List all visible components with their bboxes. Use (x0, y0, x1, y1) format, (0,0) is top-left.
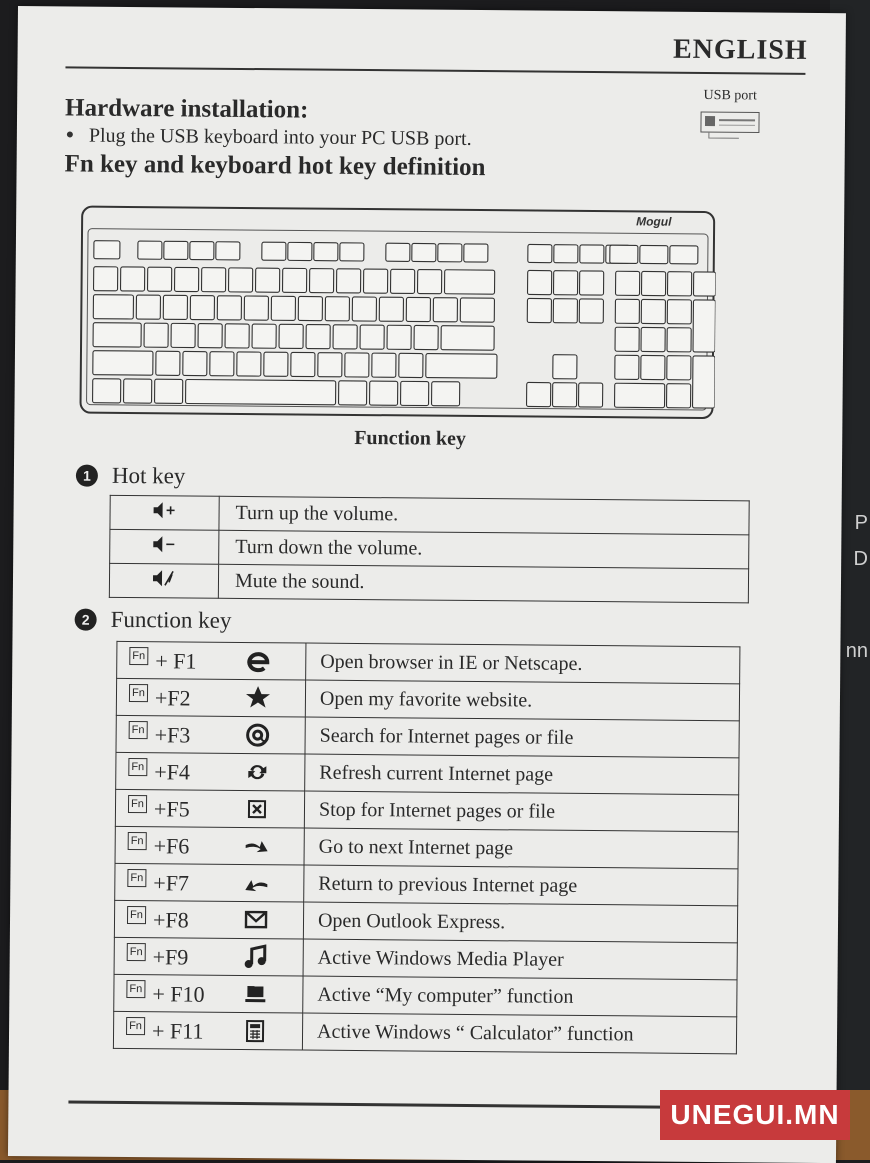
keyboard-key (94, 241, 120, 259)
function-description: Active Windows Media Player (303, 939, 737, 980)
keyboard-key (615, 383, 665, 407)
keyboard-key (229, 268, 253, 292)
keyboard-key (693, 300, 715, 352)
keyboard-key (527, 298, 551, 322)
key-combo-cell (116, 678, 305, 717)
stop-icon (244, 796, 270, 822)
function-description: Refresh current Internet page (305, 754, 739, 795)
keyboard-key (264, 352, 288, 376)
keyboard-key (252, 324, 276, 348)
keyboard-key (554, 271, 578, 295)
keyboard-key (399, 353, 423, 377)
volume-down-icon (151, 534, 177, 554)
keyboard-key (667, 272, 691, 296)
keyboard-key (579, 299, 603, 323)
keyboard-key (262, 242, 286, 260)
hardware-bullet-text: Plug the USB keyboard into your PC USB port. (89, 125, 472, 150)
keyboard-key (372, 353, 396, 377)
keyboard-key (406, 297, 430, 321)
hot-key-description: Turn up the volume. (219, 496, 749, 535)
keyboard-key (379, 297, 403, 321)
keyboard-key (190, 296, 214, 320)
keyboard-key (318, 353, 342, 377)
function-description: Active Windows “ Calculator” function (302, 1013, 736, 1054)
keyboard-key (144, 323, 168, 347)
keyboard-key (401, 381, 429, 405)
keyboard-key (433, 298, 457, 322)
keyboard-key (93, 295, 133, 319)
keyboard-key (217, 296, 241, 320)
function-key-title: Function key (111, 607, 232, 633)
fn-key-icon: Fn (127, 869, 146, 887)
language-label: ENGLISH (673, 34, 808, 67)
keyboard-key (136, 295, 160, 319)
keyboard-key (364, 269, 388, 293)
keyboard-key (460, 298, 494, 322)
keyboard-key (580, 245, 604, 263)
keyboard-key (256, 268, 280, 292)
key-combo-cell (116, 715, 305, 754)
keyboard-key (641, 299, 665, 323)
keyboard-key (155, 379, 183, 403)
keyboard-key (124, 379, 152, 403)
keyboard-diagram (78, 203, 716, 423)
keyboard-key (640, 245, 668, 263)
key-combo: +F8 (153, 907, 189, 933)
hardware-title: Hardware installation: (65, 94, 309, 124)
function-description: Active “My computer” function (303, 976, 737, 1017)
keyboard-key (360, 325, 384, 349)
keyboard-key (414, 325, 438, 349)
keyboard-key (615, 299, 639, 323)
table-row (116, 715, 739, 757)
fn-key-icon: Fn (129, 647, 148, 665)
keyboard-key (579, 383, 603, 407)
fn-key-icon: Fn (128, 832, 147, 850)
keyboard-key (190, 242, 214, 260)
keyboard-key (183, 351, 207, 375)
keyboard-key (164, 241, 188, 259)
table-row (109, 563, 748, 603)
keyboard-key (418, 269, 442, 293)
key-combo-cell (113, 1011, 302, 1050)
icon-cell (110, 529, 219, 564)
icon-cell (109, 563, 218, 598)
keyboard-key (441, 326, 494, 350)
keyboard-key (93, 323, 141, 347)
key-combo: + F11 (152, 1018, 204, 1044)
function-description: Go to next Internet page (304, 828, 738, 869)
keyboard-key (387, 325, 411, 349)
keyboard-key (464, 244, 488, 262)
fn-key-icon: Fn (129, 721, 148, 739)
manual-page (8, 6, 846, 1163)
mail-icon (243, 907, 269, 933)
function-key-caption: Function key (354, 427, 466, 451)
watermark: UNEGUI.MN (660, 1090, 850, 1140)
keyboard-key (426, 354, 497, 379)
keyboard-key (670, 246, 698, 264)
forward-icon (244, 833, 270, 859)
keyboard-key (163, 295, 187, 319)
computer-icon (242, 981, 268, 1007)
fn-key-icon: Fn (127, 906, 146, 924)
keyboard-key (580, 271, 604, 295)
key-combo-cell (115, 826, 304, 865)
keyboard-key (93, 351, 153, 376)
keyboard-key (528, 270, 552, 294)
key-combo-cell (114, 937, 303, 976)
function-description: Search for Internet pages or file (305, 717, 739, 758)
key-combo-cell (115, 863, 304, 902)
keyboard-key (386, 243, 410, 261)
keyboard-key (156, 351, 180, 375)
keyboard-key (667, 356, 691, 380)
keyboard-key (121, 267, 145, 291)
keyboard-key (352, 297, 376, 321)
key-combo: +F5 (154, 796, 190, 822)
keyboard-key (314, 243, 338, 261)
fn-key-icon: Fn (128, 758, 147, 776)
keyboard-key (370, 381, 398, 405)
bullet-dot (67, 132, 73, 138)
top-rule (65, 66, 805, 74)
keyboard-key (528, 244, 552, 262)
keyboard-key (693, 356, 715, 408)
table-row (116, 752, 739, 794)
keyboard-key (615, 355, 639, 379)
keyboard-key (412, 243, 436, 261)
keyboard-key (138, 241, 162, 259)
keyboard-key (198, 324, 222, 348)
keyboard-key (667, 300, 691, 324)
keyboard-key (432, 382, 460, 406)
keyboard-key (333, 325, 357, 349)
function-description: Stop for Internet pages or file (304, 791, 738, 832)
key-combo-cell (116, 752, 305, 791)
function-description: Open my favorite website. (305, 680, 739, 721)
keyboard-key (693, 272, 715, 296)
function-key-heading (75, 607, 232, 634)
keyboard-key (298, 296, 322, 320)
key-combo: +F4 (154, 759, 190, 785)
keyboard-key (291, 352, 315, 376)
keyboard-key (445, 270, 495, 294)
key-combo-cell (114, 974, 303, 1013)
key-combo: +F7 (153, 870, 189, 896)
keyboard-key (438, 244, 462, 262)
keyboard-key (527, 382, 551, 406)
key-combo-cell (117, 641, 306, 680)
keyboard-key (337, 269, 361, 293)
browser-icon (245, 648, 271, 674)
usb-port-label: USB port (704, 88, 757, 103)
fn-key-title: Fn key and keyboard hot key definition (64, 150, 485, 182)
hardware-bullet (65, 124, 472, 151)
keyboard-key (283, 268, 307, 292)
keyboard-key (175, 267, 199, 291)
keyboard-key (615, 271, 639, 295)
table-row (115, 789, 738, 831)
table-row (113, 1011, 736, 1053)
star-icon (245, 685, 271, 711)
music-note-icon (243, 944, 269, 970)
fn-key-icon: Fn (126, 1017, 145, 1035)
function-description: Open Outlook Express. (303, 902, 737, 943)
fn-key-icon: Fn (128, 795, 147, 813)
function-description: Open browser in IE or Netscape. (306, 643, 740, 684)
table-row (114, 900, 737, 942)
keyboard-key (93, 379, 121, 403)
function-key-table (113, 641, 741, 1054)
keyboard-key (553, 383, 577, 407)
fn-key-icon: Fn (129, 684, 148, 702)
keyboard-key (339, 381, 367, 405)
hot-key-title: Hot key (112, 463, 186, 489)
keyboard-key (340, 243, 364, 261)
keyboard-key (554, 245, 578, 263)
usb-port-figure (685, 88, 775, 143)
keyboard-key (210, 352, 234, 376)
keyboard-key (325, 297, 349, 321)
table-row (116, 678, 739, 720)
key-combo: + F1 (155, 648, 196, 674)
table-row (117, 641, 740, 683)
key-combo: +F6 (154, 833, 190, 859)
volume-up-icon (152, 500, 178, 520)
back-icon (243, 870, 269, 896)
key-combo: +F9 (153, 944, 189, 970)
keyboard-key (345, 353, 369, 377)
background-text: D (854, 548, 868, 571)
keyboard-key (641, 271, 665, 295)
keyboard-key (279, 324, 303, 348)
keyboard-key (148, 267, 172, 291)
keyboard-key (553, 355, 577, 379)
hot-key-heading (76, 463, 186, 490)
keyboard-key (641, 327, 665, 351)
keyboard-key (202, 268, 226, 292)
table-row (114, 974, 737, 1016)
table-row (115, 826, 738, 868)
keyboard-key (186, 379, 336, 404)
table-row (110, 529, 749, 569)
keyboard-key (615, 327, 639, 351)
keyboard-key (553, 299, 577, 323)
keyboard-key (94, 267, 118, 291)
keyboard-key (237, 352, 261, 376)
keyboard-key (244, 296, 268, 320)
keyboard-key (288, 242, 312, 260)
keyboard-brand: Mogul (636, 214, 672, 228)
keyboard-key (391, 269, 415, 293)
keyboard-key (667, 328, 691, 352)
section-number-2: 2 (75, 609, 97, 631)
hot-key-description: Turn down the volume. (219, 530, 749, 569)
mute-icon (151, 568, 177, 588)
refresh-icon (244, 759, 270, 785)
keyboard-key (271, 296, 295, 320)
background-text: nn (846, 640, 868, 663)
keyboard-key (171, 323, 195, 347)
background-text: P (855, 512, 868, 535)
keyboard-key (610, 245, 638, 263)
calculator-icon (242, 1018, 268, 1044)
fn-key-icon: Fn (127, 943, 146, 961)
key-combo-cell (115, 789, 304, 828)
keyboard-key (306, 325, 330, 349)
key-combo: + F10 (152, 981, 204, 1007)
keyboard-key (310, 269, 334, 293)
key-combo: +F3 (155, 722, 191, 748)
hot-key-table (109, 495, 750, 604)
hot-key-description: Mute the sound. (218, 564, 748, 603)
usb-port-icon (699, 108, 761, 143)
icon-cell (110, 495, 219, 530)
fn-key-icon: Fn (126, 980, 145, 998)
key-combo: +F2 (155, 685, 191, 711)
keyboard-keys (80, 207, 716, 419)
function-description: Return to previous Internet page (304, 865, 738, 906)
table-row (115, 863, 738, 905)
table-row (110, 495, 749, 535)
table-row (114, 937, 737, 979)
keyboard-key (225, 324, 249, 348)
search-at-icon (245, 722, 271, 748)
section-number-1: 1 (76, 465, 98, 487)
keyboard-key (216, 242, 240, 260)
key-combo-cell (114, 900, 303, 939)
keyboard-key (641, 355, 665, 379)
keyboard-key (667, 384, 691, 408)
